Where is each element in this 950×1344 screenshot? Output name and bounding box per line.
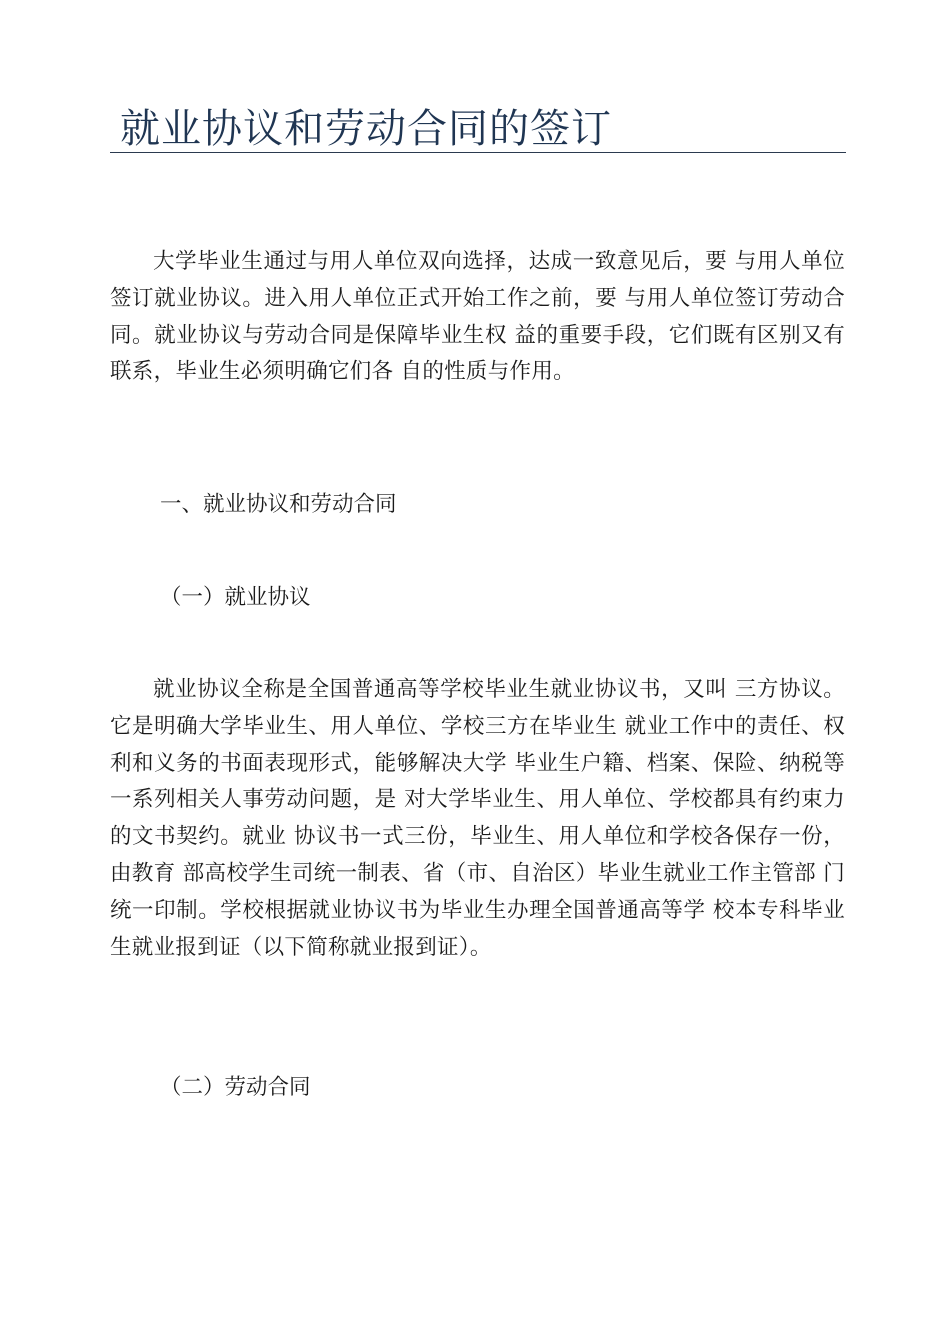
title-underline [110,152,846,153]
subsection-heading-labor-contract: （二）劳动合同 [160,1075,311,1100]
subsection-heading-employment-agreement: （一）就业协议 [160,585,311,610]
document-title: 就业协议和劳动合同的签订 [120,106,612,152]
employment-agreement-paragraph: 就业协议全称是全国普通高等学校毕业生就业协议书，又叫 三方协议。它是明确大学毕业生、用人单位、学校三方在毕业生 就业工作中的责任、权利和义务的书面表现形式，能够解决大学 毕业生户籍、档案、保险、纳税等一系列相关人事劳动问题，是 对大学毕业生、用人单位、学校都具有约束力的文书契约。就业 协议书一式三份，毕业生、用人单位和学校各保存一份，由教育 部高校学生司统一制表、省（市、自治区）毕业生就业工作主管部 门统一印制。学校根据就业协议书为毕业生办理全国普通高等学 校本专科毕业生就业报到证（以下简称就业报到证）。 [110,677,845,960]
section-heading-1: 一、就业协议和劳动合同 [160,492,397,517]
intro-paragraph: 大学毕业生通过与用人单位双向选择，达成一致意见后，要 与用人单位签订就业协议。进入用人单位正式开始工作之前，要 与用人单位签订劳动合同。就业协议与劳动合同是保障毕业生权 益的重要手段，它们既有区别又有联系，毕业生必须明确它们各 自的性质与作用。 [110,249,845,385]
